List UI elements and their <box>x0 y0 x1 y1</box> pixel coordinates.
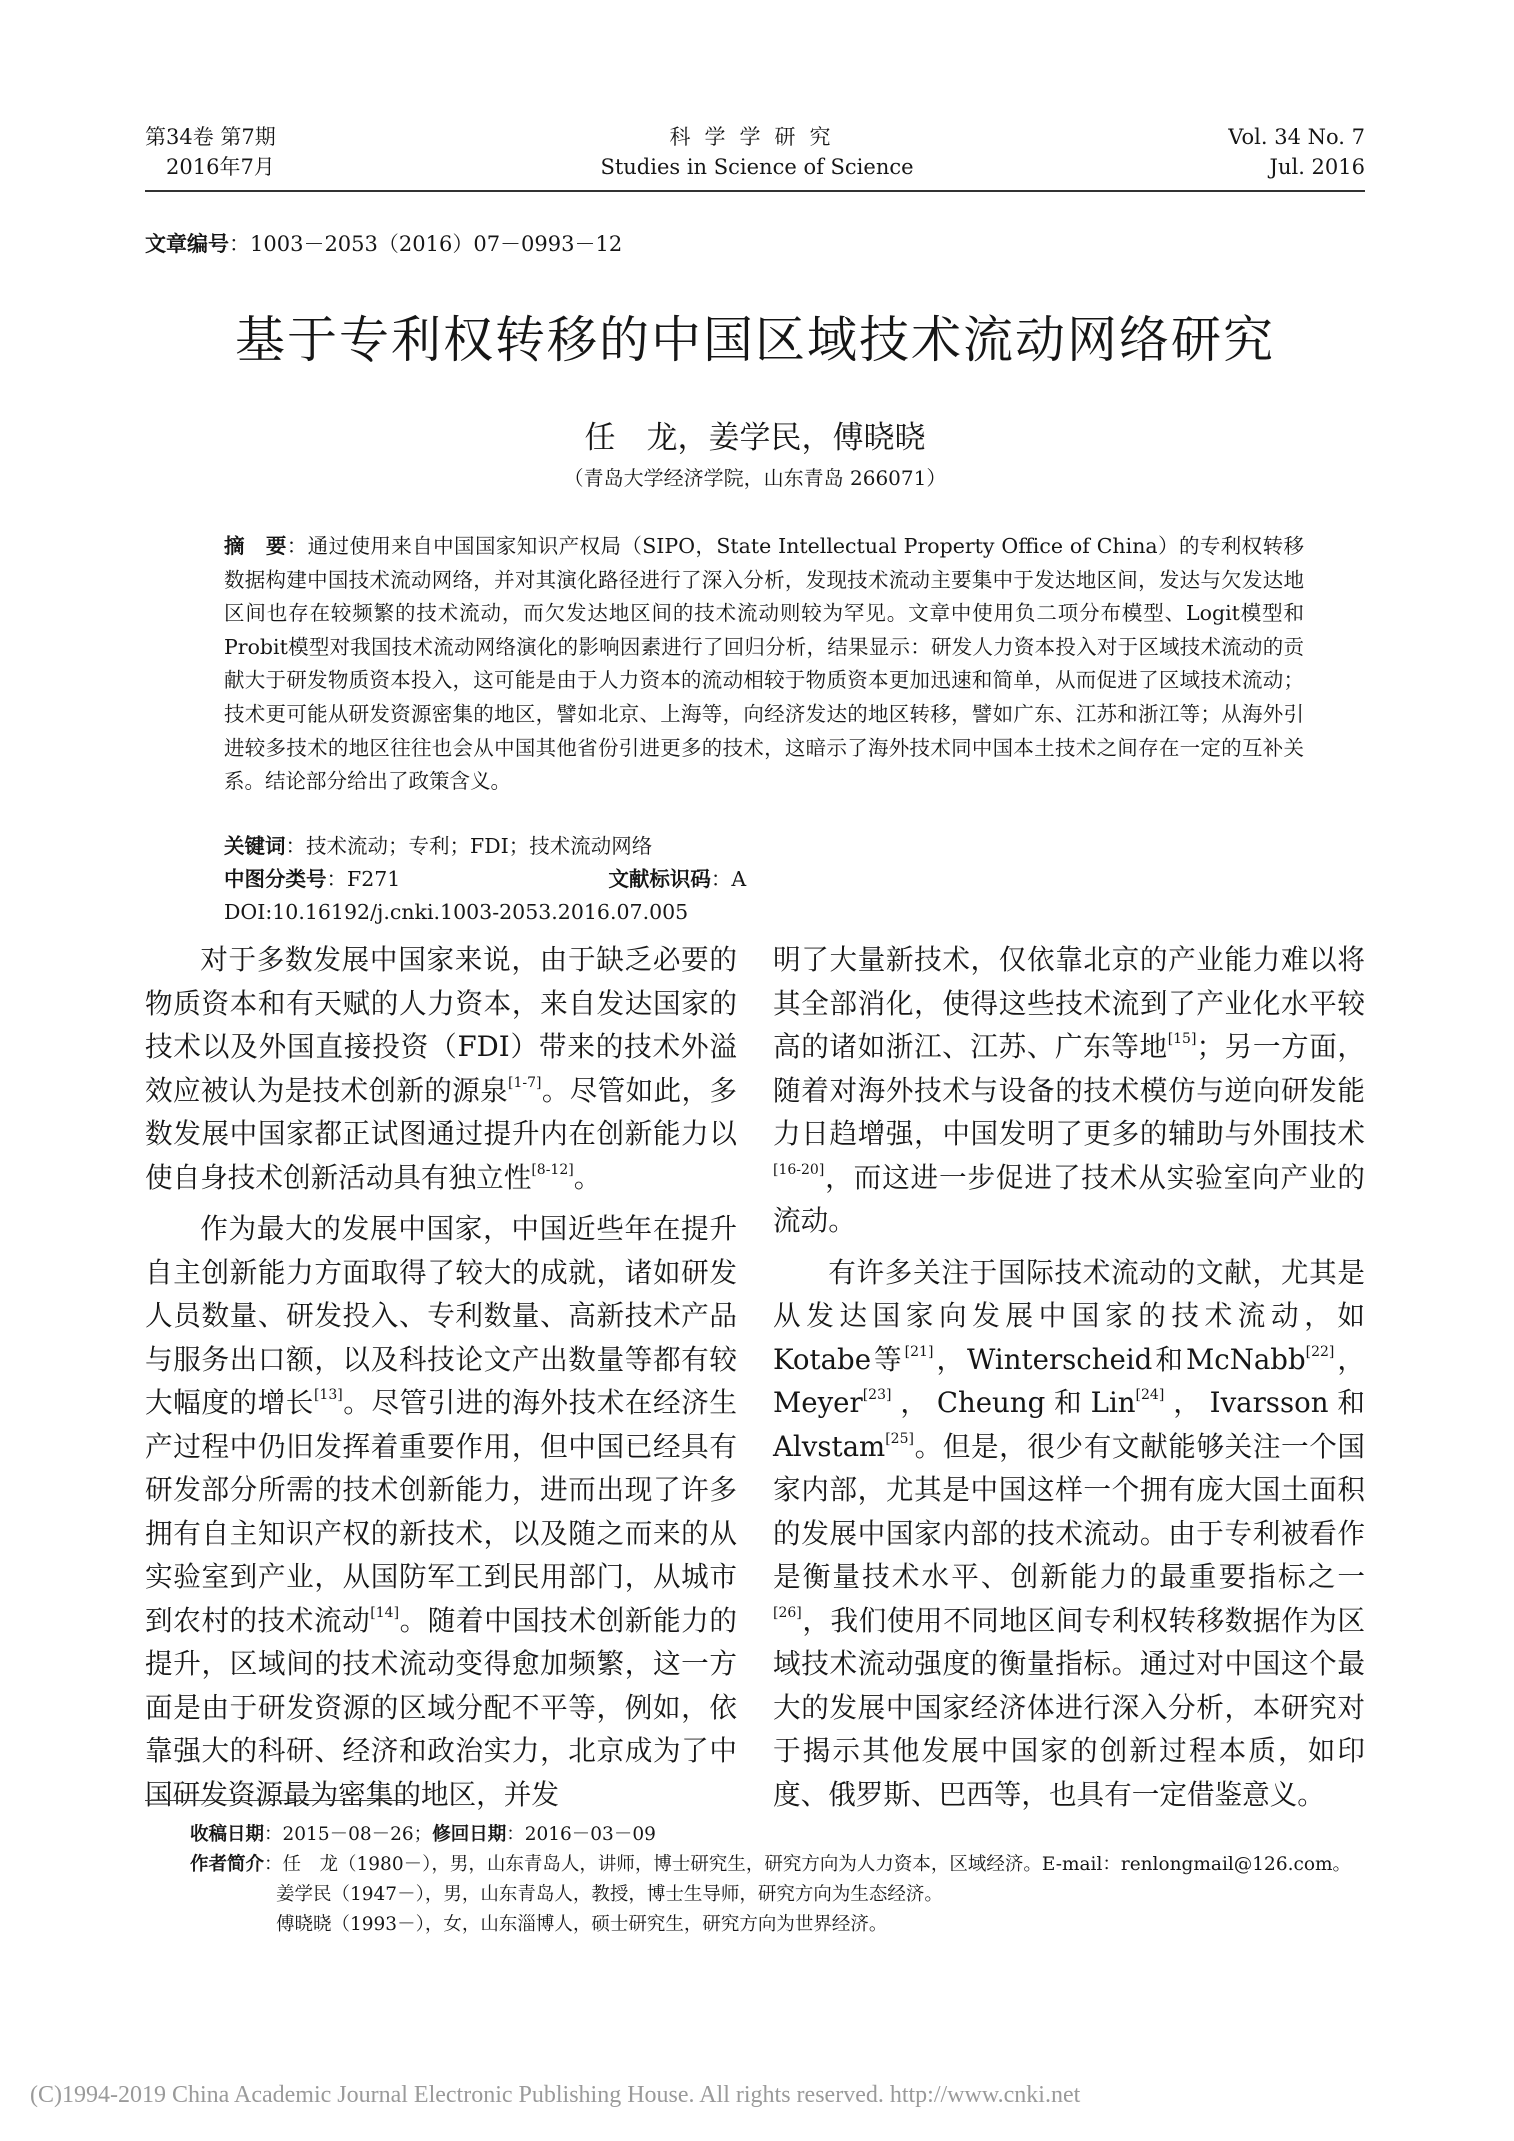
citation[interactable]: [14] <box>370 1604 400 1621</box>
footnotes <box>190 1820 1370 1940</box>
citation[interactable]: [8-12] <box>531 1161 574 1178</box>
volume-issue-en: Vol. 34 No. 7 <box>1228 125 1365 149</box>
paper-title: 基于专利权转移的中国区域技术流动网络研究 <box>235 311 1275 369</box>
abstract-label: 摘 要 <box>224 534 287 558</box>
body-paragraph: 对于多数发展中国家来说，由于缺乏必要的物质资本和有天赋的人力资本，来自发达国家的技术以及外国直接投资（FDI）带来的技术外溢效应被认为是技术创新的源泉[1-7]。尽管如此，多数发展中国家都正试图通过提升内在创新能力以使自身技术创新活动具有独立性[8-12]。 <box>145 943 737 1194</box>
copyright-notice: (C)1994-2019 China Academic Journal Electronic Publishing House. All rights reserved. http://www.cnki.net <box>30 2082 1081 2108</box>
keywords-value: ：技术流动；专利；FDI；技术流动网络 <box>285 834 653 858</box>
journal-name-cn: 科学学研究 <box>669 125 845 149</box>
abstract <box>224 530 1304 799</box>
citation[interactable]: [25] <box>885 1430 914 1447</box>
classification-line <box>224 863 1304 896</box>
body-paragraph: 作为最大的发展中国家，中国近些年在提升自主创新能力方面取得了较大的成就，诸如研发人员数量、研发投入、专利数量、高新技术产品与服务出口额，以及科技论文产出数量等都有较大幅度的增长[13]。尽管引进的海外技术在经济生产过程中仍旧发挥着重要作用，但中国已经具有研发部分所需的技术创新能力，进而出现了许多拥有自主知识产权的新技术，以及随之而来的从实验室到产业，从国防军工到民用部门，从城市到农村的技术流动[14]。随着中国技术创新能力的提升，区域间的技术流动变得愈加频繁，这一方面是由于研发资源的区域分配不平等，例如，依靠强大的科研、经济和政治实力，北京成为了中国研发资源最为密集的地区，并发 <box>145 1212 737 1811</box>
classification-label: 中图分类号 <box>224 867 327 891</box>
citation[interactable]: [1-7] <box>508 1074 542 1091</box>
issue-date-en: Jul. 2016 <box>1269 155 1365 179</box>
article-number <box>145 228 622 258</box>
affiliation: （青岛大学经济学院，山东青岛 266071） <box>563 466 947 490</box>
header-rule <box>145 190 1365 192</box>
journal-name-en: Studies in Science of Science <box>600 155 914 179</box>
body-paragraph: 有许多关注于国际技术流动的文献，尤其是从发达国家向发展中国家的技术流动，如Kotabe等[21]，Winterscheid和McNabb[22]，Meyer[23]，Cheung和Lin[24]，Ivarsson和Alvstam[25]。但是，很少有文献能够关注一个国家内部，尤其是中国这样一个拥有庞大国土面积的发展中国家内部的技术流动。由于专利被看作是衡量技术水平、创新能力的最重要指标之一[26]，我们使用不同地区间专利权转移数据作为区域技术流动强度的衡量指标。通过对中国这个最大的发展中国家经济体进行深入分析，本研究对于揭示其他发展中国家的创新过程本质，如印度、俄罗斯、巴西等，也具有一定借鉴意义。 <box>773 1255 1365 1811</box>
volume-issue: 第34卷 第7期 <box>145 125 276 149</box>
citation[interactable]: [22] <box>1305 1343 1335 1360</box>
journal-name <box>557 122 957 182</box>
citation[interactable]: [16-20] <box>773 1161 825 1178</box>
body-column-left <box>145 938 737 1816</box>
doc-code-label: 文献标识码 <box>608 867 711 891</box>
citation[interactable]: [26] <box>773 1604 802 1621</box>
body-paragraph: 明了大量新技术，仅依靠北京的产业能力难以将其全部消化，使得这些技术流到了产业化水平较高的诸如浙江、江苏、广东等地[15]；另一方面，随着对海外技术与设备的技术模仿与逆向研发能力日趋增强，中国发明了更多的辅助与外围技术[16-20]，而这进一步促进了技术从实验室向产业的流动。 <box>773 943 1365 1237</box>
citation[interactable]: [23] <box>862 1387 892 1403</box>
citation[interactable]: [21] <box>904 1343 934 1360</box>
dates-line: 收稿日期：2015－08－26；修回日期：2016－03－09 <box>190 1824 656 1845</box>
keywords-label: 关键词 <box>224 834 286 858</box>
citation[interactable]: [15] <box>1167 1031 1197 1047</box>
article-number-label: 文章编号 <box>145 231 229 256</box>
footnote-rule <box>145 1800 415 1801</box>
journal-issue-cn <box>145 122 445 182</box>
article-number-value: ：1003－2053（2016）07－0993－12 <box>229 232 623 256</box>
body-column-right <box>773 938 1365 1816</box>
keywords <box>224 830 1304 863</box>
issue-date-cn: 2016年7月 <box>166 155 275 179</box>
doc-code-value: ：A <box>710 867 747 891</box>
doi: DOI:10.16192/j.cnki.1003-2053.2016.07.005 <box>224 900 689 924</box>
authors: 任 龙，姜学民，傅晓晓 <box>584 420 926 456</box>
citation[interactable]: [24] <box>1135 1387 1165 1403</box>
citation[interactable]: [13] <box>313 1387 343 1403</box>
abstract-text: ：通过使用来自中国国家知识产权局（SIPO，State Intellectual Property Office of China）的专利权转移数据构建中国技术流动网络，并对其演化路径进行了深入分析，发现技术流动主要集中于发达地区间，发达与欠发达地区间也存在较频繁的技术流动，而欠发达地区间的技术流动则较为罕见。文章中使用负二项分布模型、Logit模型和Probit模型对我国技术流动网络演化的影响因素进行了回归分析，结果显示：研发人力资本投入对于区域技术流动的贡献大于研发物质资本投入，这可能是由于人力资本的流动相较于物质资本更加迅速和简单，从而促进了区域技术流动；技术更可能从研发资源密集的地区，譬如北京、上海等，向经济发达的地区转移，譬如广东、江苏和浙江等；从海外引进较多技术的地区往往也会从中国其他省份引进更多的技术，这暗示了海外技术同中国本土技术之间存在一定的互补关系。结论部分给出了政策含义。 <box>224 534 1305 794</box>
author-bio: 作者简介：任 龙（1980－），男，山东青岛人，讲师，博士研究生，研究方向为人力资本，区域经济。E-mail：renlongmail@126.com。 <box>190 1854 1352 1875</box>
classification-value: ：F271 <box>326 867 401 891</box>
author-bio: 姜学民（1947－），男，山东青岛人，教授，博士生导师，研究方向为生态经济。 <box>276 1884 943 1905</box>
journal-issue-en <box>1150 122 1365 182</box>
keywords-block <box>224 830 1304 929</box>
author-bio: 傅晓晓（1993－），女，山东淄博人，硕士研究生，研究方向为世界经济。 <box>276 1914 888 1935</box>
